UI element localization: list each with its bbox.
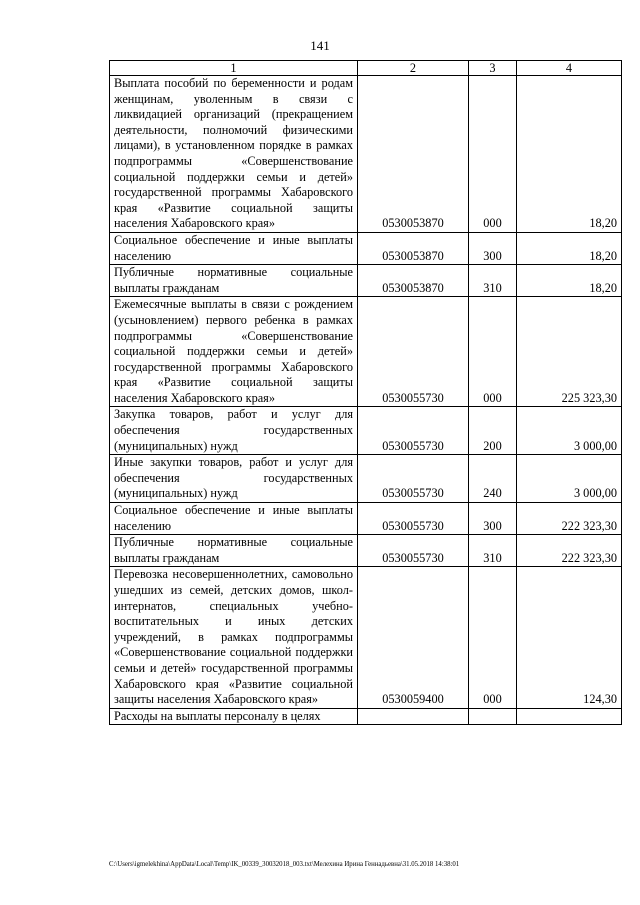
column-header: 3 <box>469 61 517 76</box>
row-description: Ежемесячные выплаты в связи с рождением (усыновлением) первого ребенка в рамках подпрограммы «Совершенствование социальной поддержки семьи и детей» государственной программы Хабаровского края «Развитие социальной защиты населения Хабаровского края» <box>110 297 358 407</box>
table-row <box>110 232 622 264</box>
row-description: Иные закупки товаров, работ и услуг для обеспечения государственных (муниципальных) нужд <box>110 455 358 503</box>
row-amount: 222 323,30 <box>517 503 622 535</box>
row-description: Расходы на выплаты персоналу в целях <box>110 708 358 725</box>
table-row <box>110 265 622 297</box>
row-expense-type: 300 <box>469 232 517 264</box>
row-expense-type: 000 <box>469 567 517 708</box>
column-header: 1 <box>110 61 358 76</box>
row-target-code <box>358 708 469 725</box>
row-target-code: 0530053870 <box>358 76 469 233</box>
row-amount <box>517 708 622 725</box>
row-description: Публичные нормативные социальные выплаты гражданам <box>110 265 358 297</box>
row-description: Социальное обеспечение и иные выплаты населению <box>110 503 358 535</box>
table-row <box>110 455 622 503</box>
row-amount: 18,20 <box>517 265 622 297</box>
row-amount: 222 323,30 <box>517 535 622 567</box>
row-expense-type: 000 <box>469 297 517 407</box>
row-description: Выплата пособий по беременности и родам женщинам, уволенным в связи с ликвидацией организаций (прекращением деятельности, полномочий физическими лицами), в установленном порядке в рамках подпрограммы «Совершенствование социальной поддержки семьи и детей» государственной программы Хабаровского края «Развитие социальной защиты населения Хабаровского края» <box>110 76 358 233</box>
table-row <box>110 297 622 407</box>
row-target-code: 0530053870 <box>358 232 469 264</box>
table-row <box>110 535 622 567</box>
row-description: Публичные нормативные социальные выплаты гражданам <box>110 535 358 567</box>
table-row <box>110 76 622 233</box>
row-description: Социальное обеспечение и иные выплаты населению <box>110 232 358 264</box>
table-row <box>110 567 622 708</box>
table-row <box>110 503 622 535</box>
row-description: Перевозка несовершеннолетних, самовольно ушедших из семей, детских домов, школ-интернатов, специальных учебно-воспитательных и иных детских учреждений, в рамках подпрограммы «Совершенствование социальной поддержки семьи и детей» государственной программы Хабаровского края «Развитие социальной защиты населения Хабаровского края» <box>110 567 358 708</box>
row-amount: 3 000,00 <box>517 407 622 455</box>
row-amount: 3 000,00 <box>517 455 622 503</box>
row-amount: 18,20 <box>517 76 622 233</box>
row-target-code: 0530053870 <box>358 265 469 297</box>
row-target-code: 0530055730 <box>358 535 469 567</box>
row-expense-type: 300 <box>469 503 517 535</box>
row-expense-type: 310 <box>469 265 517 297</box>
row-description: Закупка товаров, работ и услуг для обеспечения государственных (муниципальных) нужд <box>110 407 358 455</box>
row-expense-type <box>469 708 517 725</box>
page-number: 141 <box>310 38 330 53</box>
table-row <box>110 407 622 455</box>
table-row <box>110 708 622 725</box>
row-expense-type: 000 <box>469 76 517 233</box>
budget-table <box>109 60 622 725</box>
row-amount: 225 323,30 <box>517 297 622 407</box>
row-amount: 124,30 <box>517 567 622 708</box>
column-header: 4 <box>517 61 622 76</box>
row-target-code: 0530059400 <box>358 567 469 708</box>
row-target-code: 0530055730 <box>358 297 469 407</box>
row-expense-type: 310 <box>469 535 517 567</box>
row-target-code: 0530055730 <box>358 407 469 455</box>
row-amount: 18,20 <box>517 232 622 264</box>
file-path-footer: C:\Users\igmelekhina\AppData\Local\Temp\IK_00339_30032018_003.txt\Мелехина Ирина Геннадьевна\31.05.2018 14:38:01 <box>109 861 460 868</box>
row-expense-type: 200 <box>469 407 517 455</box>
row-target-code: 0530055730 <box>358 503 469 535</box>
table-header-row <box>110 61 622 76</box>
row-target-code: 0530055730 <box>358 455 469 503</box>
column-header: 2 <box>358 61 469 76</box>
row-expense-type: 240 <box>469 455 517 503</box>
